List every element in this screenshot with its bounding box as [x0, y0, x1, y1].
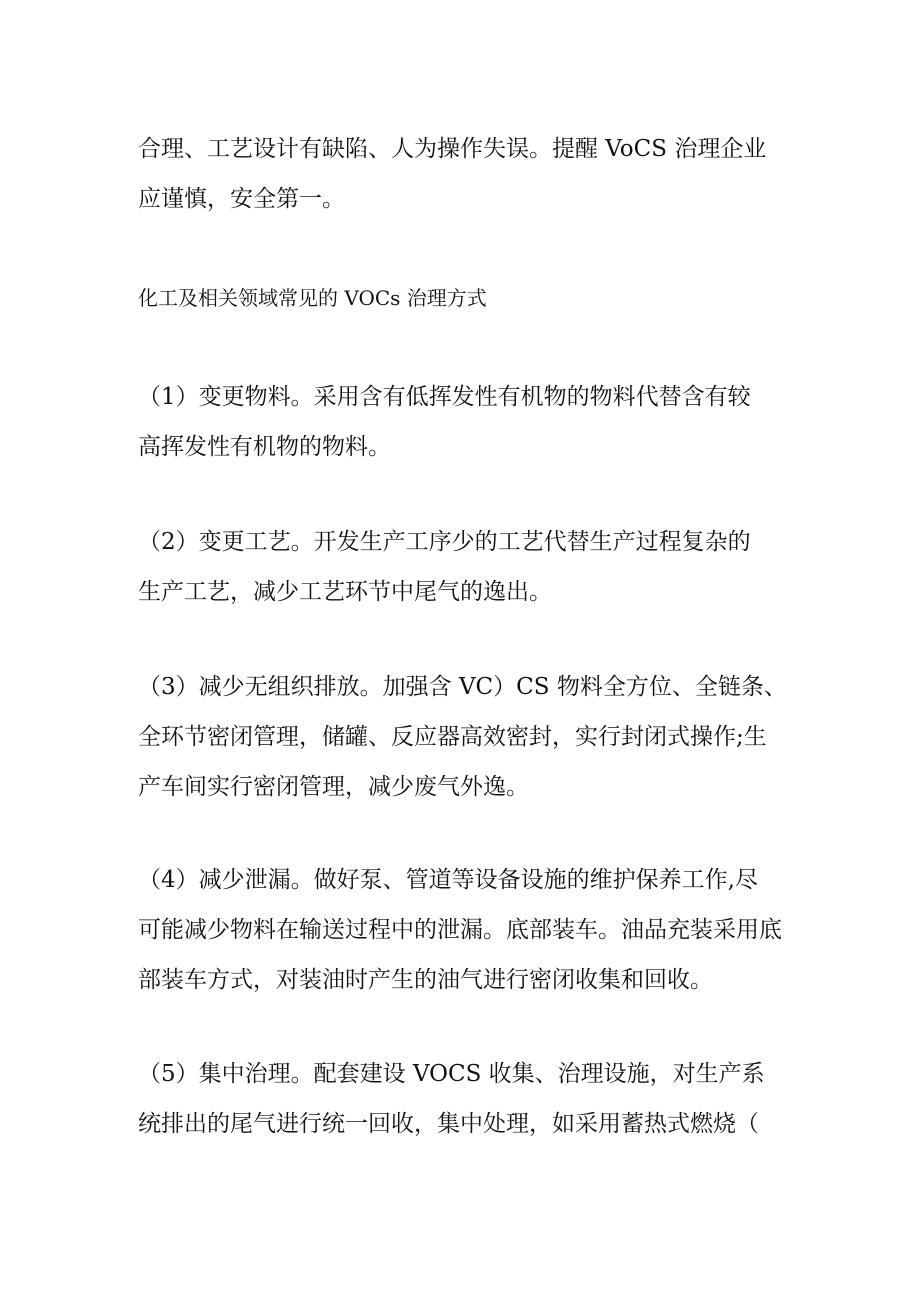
list-item-1 [138, 372, 788, 472]
intro-paragraph [138, 124, 788, 224]
paragraph-line: 高挥发性有机物的物料。 [138, 434, 391, 460]
paragraph-line: 统排出的尾气进行统一回收，集中处理，如采用蓄热式燃烧（ [138, 1111, 759, 1137]
paragraph-line: 应谨慎，安全第一。 [138, 186, 345, 212]
paragraph-line: 全环节密闭管理，储罐、反应器高效密封，实行封闭式操作;生 [138, 724, 767, 750]
paragraph-line: 合理、工艺设计有缺陷、人为操作失误。提醒 VoCS 治理企业 [138, 136, 767, 162]
list-item-2 [138, 517, 788, 617]
list-item-4 [138, 855, 788, 1005]
paragraph-line: 可能减少物料在输送过程中的泄漏。底部装车。油品充装采用底 [138, 917, 782, 943]
list-item-5 [138, 1049, 788, 1149]
list-item-3 [138, 662, 788, 812]
paragraph-line: （4）减少泄漏。做好泵、管道等设备设施的维护保养工作,尽 [138, 867, 758, 893]
paragraph-line: （1）变更物料。采用含有低挥发性有机物的物料代替含有较 [138, 384, 751, 410]
paragraph-line: 生产工艺，减少工艺环节中尾气的逸出。 [138, 579, 552, 605]
paragraph-line: （2）变更工艺。开发生产工序少的工艺代替生产过程复杂的 [138, 529, 751, 555]
paragraph-line: （3）减少无组织排放。加强含 VC）CS 物料全方位、全链条、 [138, 674, 787, 700]
paragraph-line: 产车间实行密闭管理，减少废气外逸。 [138, 774, 529, 800]
paragraph-line: 部装车方式，对装油时产生的油气进行密闭收集和回收。 [138, 967, 713, 993]
paragraph-line: （5）集中治理。配套建设 VOCS 收集、治理设施，对生产系 [138, 1061, 765, 1087]
section-heading: 化工及相关领域常见的 VOCs 治理方式 [138, 286, 487, 310]
